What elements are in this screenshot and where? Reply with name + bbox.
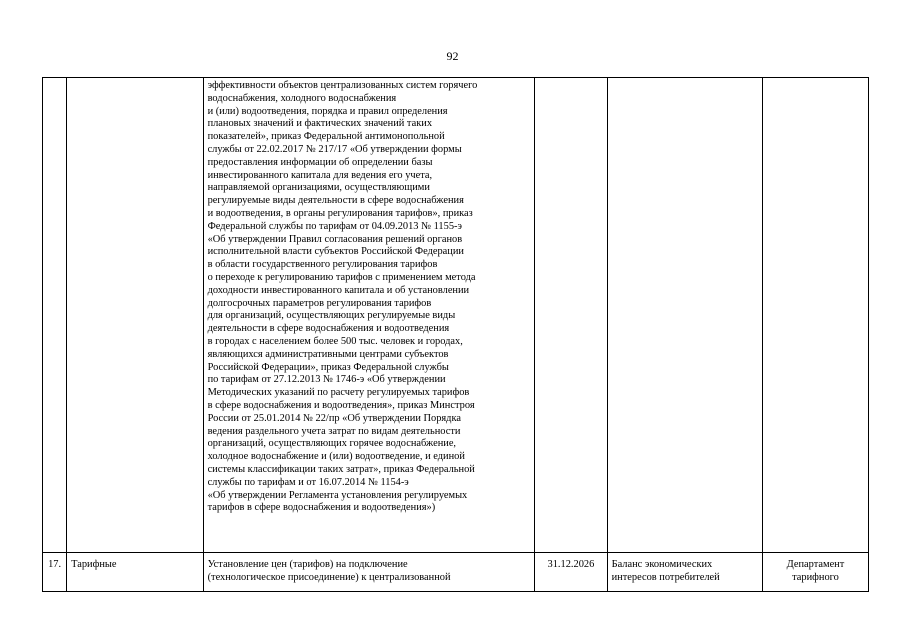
description-line: тарифов в сфере водоснабжения и водоотведения») [207, 502, 436, 514]
description-line: службы от 22.02.2017 № 217/17 «Об утверждении формы [207, 143, 462, 155]
row-description-cell [203, 553, 535, 592]
description-line: деятельности в сфере водоснабжения и водоотведения [207, 323, 450, 335]
regulation-table [42, 77, 869, 592]
row-responsible-cell [762, 553, 868, 592]
description-line: Установление цен (тарифов) на подключение [207, 559, 408, 570]
row-number-cell [43, 78, 67, 553]
description-line: ведения раздельного учета затрат по видам деятельности [207, 425, 461, 437]
description-line: эффективности объектов централизованных систем горячего [207, 80, 478, 91]
description-line: предоставления информации об определении базы [207, 156, 433, 168]
table-row [43, 78, 869, 553]
description-line: регулируемые виды деятельности в сфере водоснабжения [207, 195, 464, 207]
description-line: организаций, осуществляющих горячее водоснабжение, [207, 438, 457, 450]
row-name-cell: Тарифные [67, 553, 203, 592]
description-line: (технологическое присоединение) к централизованной [207, 571, 451, 583]
description-line: Методических указаний по расчету регулируемых тарифов [207, 387, 470, 399]
row-result-cell [607, 78, 762, 553]
description-line: России от 25.01.2014 № 22/пр «Об утверждении Порядка [207, 412, 461, 424]
description-line: о переходе к регулированию тарифов с применением метода [207, 271, 476, 283]
table-row [43, 553, 869, 592]
description-line: плановых значений и фактических значений таких [207, 118, 433, 130]
result-line: Баланс экономических [611, 559, 713, 570]
description-line: «Об утверждении Регламента установления регулируемых [207, 489, 468, 501]
row-date-cell: 31.12.2026 [535, 553, 607, 592]
page-number: 92 [446, 49, 459, 63]
row-description-cell [203, 78, 535, 553]
description-line: долгосрочных параметров регулирования тарифов [207, 297, 432, 309]
responsible-line: тарифного [792, 571, 839, 583]
description-line: Федеральной службы по тарифам от 04.09.2013 № 1155-э [207, 220, 462, 232]
description-line: показателей», приказ Федеральной антимонопольной [207, 131, 445, 143]
responsible-line: Департамент [786, 559, 845, 570]
description-line: Российской Федерации», приказ Федеральной службы [207, 361, 449, 373]
row-date-cell [535, 78, 607, 553]
description-line: в сфере водоснабжения и водоотведения», приказ Минстроя [207, 399, 475, 411]
description-line: холодное водоснабжение и (или) водоотведение, и единой [207, 451, 465, 463]
description-line: для организаций, осуществляющих регулируемые виды [207, 310, 456, 322]
row-number-cell: 17. [43, 553, 67, 592]
description-line: водоснабжения, холодного водоснабжения [207, 92, 397, 104]
description-line: по тарифам от 27.12.2013 № 1746-э «Об утверждении [207, 374, 446, 386]
row-result-cell [607, 553, 762, 592]
description-line: и (или) водоотведения, порядка и правил определения [207, 105, 448, 117]
description-line: системы классификации таких затрат», приказ Федеральной [207, 463, 475, 475]
description-line: в области государственного регулирования тарифов [207, 259, 438, 271]
description-line: исполнительной власти субъектов Российской Федерации [207, 246, 464, 258]
description-line: и водоотведения, в органы регулирования тарифов», приказ [207, 207, 473, 219]
description-line: «Об утверждении Правил согласования решений органов [207, 233, 463, 245]
description-line: в городах с населением более 500 тыс. человек и городах, [207, 335, 463, 347]
description-line: являющихся административными центрами субъектов [207, 348, 449, 360]
description-line: службы по тарифам и от 16.07.2014 № 1154-э [207, 476, 409, 488]
result-line: интересов потребителей [611, 571, 720, 583]
description-line: направляемой организациями, осуществляющими [207, 182, 430, 194]
row-name-cell [67, 78, 203, 553]
description-line: доходности инвестированного капитала и об установлении [207, 284, 470, 296]
row-responsible-cell [762, 78, 868, 553]
description-line: инвестированного капитала для ведения его учета, [207, 169, 433, 181]
